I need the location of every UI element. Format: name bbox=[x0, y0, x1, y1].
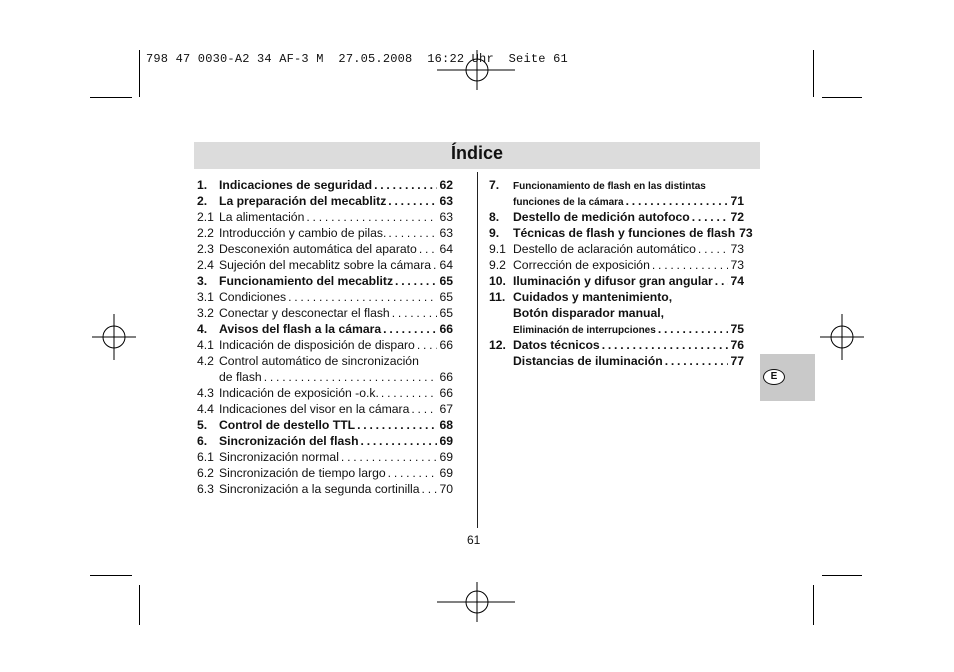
toc-entry-number: 2.3 bbox=[197, 242, 214, 256]
toc-leader-dots bbox=[381, 385, 438, 401]
toc-entry-page: 73 bbox=[739, 226, 753, 240]
toc-entry bbox=[489, 209, 744, 225]
toc-entry bbox=[197, 385, 453, 401]
toc-entry bbox=[197, 193, 453, 209]
toc-left-column bbox=[197, 177, 453, 497]
toc-entry-page: 63 bbox=[439, 194, 453, 208]
toc-entry-title: funciones de la cámara bbox=[513, 197, 624, 208]
toc-entry bbox=[197, 481, 453, 497]
toc-entry-title: Sincronización normal bbox=[219, 450, 339, 464]
toc-leader-dots bbox=[288, 289, 437, 305]
toc-entry-title: Indicación de disposición de disparo bbox=[219, 338, 415, 352]
toc-entry-page: 74 bbox=[730, 274, 744, 288]
toc-entry-page: 65 bbox=[439, 274, 453, 288]
toc-leader-dots bbox=[388, 193, 437, 209]
toc-entry-title: Destello de medición autofoco bbox=[513, 210, 690, 224]
toc-entry-page: 62 bbox=[439, 178, 453, 192]
toc-right-column bbox=[489, 177, 753, 369]
toc-leader-dots bbox=[411, 401, 437, 417]
toc-entry bbox=[489, 273, 744, 289]
toc-entry-number: 9.1 bbox=[489, 242, 506, 256]
toc-entry bbox=[197, 465, 453, 481]
toc-leader-dots bbox=[715, 273, 729, 289]
toc-entry-title: Distancias de iluminación bbox=[513, 354, 663, 368]
toc-entry bbox=[197, 257, 453, 273]
column-divider bbox=[477, 172, 478, 528]
toc-entry-title: Condiciones bbox=[219, 290, 287, 304]
toc-leader-dots bbox=[392, 305, 438, 321]
toc-entry bbox=[197, 337, 453, 353]
toc-entry-title: de flash bbox=[219, 370, 262, 384]
toc-entry-title: Corrección de exposición bbox=[513, 258, 650, 272]
toc-entry-number: 6.3 bbox=[197, 482, 214, 496]
toc-entry-title: Técnicas de flash y funciones de flash bbox=[513, 226, 736, 240]
toc-leader-dots bbox=[658, 321, 729, 337]
toc-entry-number: 4.2 bbox=[197, 354, 214, 368]
toc-entry-title: Indicaciones del visor en la cámara bbox=[219, 402, 410, 416]
toc-entry bbox=[489, 257, 744, 273]
toc-entry-page: 75 bbox=[730, 322, 744, 336]
toc-entry bbox=[197, 401, 453, 417]
toc-entry bbox=[197, 289, 453, 305]
toc-entry-number: 4.4 bbox=[197, 402, 214, 416]
toc-leader-dots bbox=[361, 433, 438, 449]
toc-entry-number: 9. bbox=[489, 226, 500, 240]
toc-entry-page: 65 bbox=[439, 306, 453, 320]
toc-leader-dots bbox=[422, 481, 438, 497]
toc-entry-page: 70 bbox=[439, 482, 453, 496]
toc-leader-dots bbox=[388, 465, 438, 481]
toc-entry-page: 68 bbox=[439, 418, 453, 432]
language-tab-label: E bbox=[763, 369, 785, 385]
toc-entry-page: 66 bbox=[439, 370, 453, 384]
toc-leader-dots bbox=[652, 257, 729, 273]
toc-entry-number: 6.2 bbox=[197, 466, 214, 480]
toc-entry-title: Indicaciones de seguridad bbox=[219, 178, 373, 192]
toc-entry-number: 4.1 bbox=[197, 338, 214, 352]
toc-entry bbox=[489, 193, 744, 209]
toc-entry-title: Avisos del flash a la cámara bbox=[219, 322, 382, 336]
toc-entry bbox=[197, 417, 453, 433]
toc-entry-page: 66 bbox=[439, 322, 453, 336]
toc-entry-page: 71 bbox=[730, 194, 744, 208]
toc-entry-title: La preparación del mecablitz bbox=[219, 194, 387, 208]
toc-leader-dots bbox=[692, 209, 729, 225]
toc-entry bbox=[197, 225, 453, 241]
toc-entry-number: 11. bbox=[489, 290, 506, 304]
toc-entry-title: Desconexión automática del aparato bbox=[219, 242, 417, 256]
toc-entry-number: 2.1 bbox=[197, 210, 214, 224]
toc-entry-number: 3.1 bbox=[197, 290, 214, 304]
toc-entry-page: 77 bbox=[730, 354, 744, 368]
toc-leader-dots bbox=[357, 417, 437, 433]
toc-entry-title: Sincronización a la segunda cortinilla bbox=[219, 482, 420, 496]
toc-entry bbox=[489, 337, 744, 353]
toc-entry-page: 72 bbox=[730, 210, 744, 224]
toc-entry bbox=[197, 273, 453, 289]
toc-leader-dots bbox=[264, 369, 438, 385]
toc-entry-title: Sujeción del mecablitz sobre la cámara bbox=[219, 258, 432, 272]
print-header: 798 47 0030-A2 34 AF-3 M 27.05.2008 16:22 Uhr Seite 61 bbox=[146, 52, 568, 66]
toc-entry-number: 10. bbox=[489, 274, 506, 288]
toc-entry-number: 6.1 bbox=[197, 450, 214, 464]
toc-entry-title: Datos técnicos bbox=[513, 338, 600, 352]
toc-entry-number: 2. bbox=[197, 194, 208, 208]
toc-entry bbox=[197, 369, 453, 385]
toc-entry bbox=[489, 289, 744, 305]
toc-entry-page: 67 bbox=[439, 402, 453, 416]
toc-entry bbox=[489, 225, 753, 241]
toc-entry bbox=[197, 305, 453, 321]
toc-entry-page: 69 bbox=[439, 450, 453, 464]
toc-leader-dots bbox=[602, 337, 729, 353]
page-number: 61 bbox=[467, 533, 481, 547]
toc-entry-title: Funcionamiento del mecablitz bbox=[219, 274, 394, 288]
registration-mark-right bbox=[820, 312, 870, 362]
toc-entry-page: 64 bbox=[439, 258, 453, 272]
toc-entry-number: 6. bbox=[197, 434, 208, 448]
toc-entry-number: 4.3 bbox=[197, 386, 214, 400]
toc-entry-number: 3. bbox=[197, 274, 208, 288]
toc-leader-dots bbox=[341, 449, 438, 465]
toc-entry bbox=[489, 305, 744, 321]
toc-entry-title: La alimentación bbox=[219, 210, 305, 224]
toc-entry-title: Iluminación y difusor gran angular bbox=[513, 274, 713, 288]
toc-entry-number: 7. bbox=[489, 178, 500, 192]
toc-entry-number: 12. bbox=[489, 338, 506, 352]
toc-leader-dots bbox=[383, 321, 437, 337]
toc-leader-dots bbox=[417, 337, 438, 353]
toc-leader-dots bbox=[395, 273, 437, 289]
toc-leader-dots bbox=[433, 257, 437, 273]
registration-mark-bottom bbox=[437, 580, 517, 630]
toc-leader-dots bbox=[665, 353, 729, 369]
toc-entry-page: 73 bbox=[730, 242, 744, 256]
toc-entry-title: Funcionamiento de flash en las distintas bbox=[513, 181, 706, 192]
toc-entry bbox=[197, 321, 453, 337]
toc-entry bbox=[197, 241, 453, 257]
page-title: Índice bbox=[450, 143, 503, 163]
toc-entry-number: 3.2 bbox=[197, 306, 214, 320]
toc-entry bbox=[197, 353, 453, 369]
toc-entry-title: Introducción y cambio de pilas. bbox=[219, 226, 387, 240]
toc-leader-dots bbox=[306, 209, 437, 225]
toc-entry-title: Destello de aclaración automático bbox=[513, 242, 696, 256]
toc-entry bbox=[489, 353, 744, 369]
toc-entry-page: 69 bbox=[439, 434, 453, 448]
toc-leader-dots bbox=[626, 193, 729, 209]
toc-entry bbox=[197, 177, 453, 193]
toc-leader-dots bbox=[388, 225, 437, 241]
toc-entry-title: Botón disparador manual, bbox=[513, 306, 665, 320]
toc-entry-title: Control de destello TTL bbox=[219, 418, 356, 432]
toc-entry bbox=[197, 209, 453, 225]
toc-leader-dots bbox=[374, 177, 437, 193]
registration-mark-left bbox=[92, 312, 142, 362]
toc-entry-title: Cuidados y mantenimiento, bbox=[513, 290, 673, 304]
toc-entry bbox=[489, 177, 744, 193]
toc-entry bbox=[197, 433, 453, 449]
toc-entry-number: 2.4 bbox=[197, 258, 214, 272]
toc-entry bbox=[197, 449, 453, 465]
toc-entry-page: 76 bbox=[730, 338, 744, 352]
toc-entry-page: 69 bbox=[439, 466, 453, 480]
toc-entry-number: 4. bbox=[197, 322, 208, 336]
toc-entry-page: 64 bbox=[439, 242, 453, 256]
toc-entry-number: 9.2 bbox=[489, 258, 506, 272]
toc-entry-title: Sincronización de tiempo largo bbox=[219, 466, 386, 480]
toc-entry bbox=[489, 321, 744, 337]
toc-entry-number: 1. bbox=[197, 178, 208, 192]
toc-entry-title: Indicación de exposición -o.k. bbox=[219, 386, 379, 400]
toc-leader-dots bbox=[698, 241, 729, 257]
toc-entry-title: Sincronización del flash bbox=[219, 434, 359, 448]
toc-entry-page: 65 bbox=[439, 290, 453, 304]
toc-entry-page: 63 bbox=[439, 226, 453, 240]
toc-entry-page: 73 bbox=[730, 258, 744, 272]
toc-entry-page: 66 bbox=[439, 386, 453, 400]
toc-entry-number: 2.2 bbox=[197, 226, 214, 240]
toc-entry-title: Control automático de sincronización bbox=[219, 354, 419, 368]
toc-entry bbox=[489, 241, 744, 257]
toc-entry-number: 8. bbox=[489, 210, 500, 224]
toc-entry-title: Conectar y desconectar el flash bbox=[219, 306, 390, 320]
toc-leader-dots bbox=[419, 241, 438, 257]
toc-entry-page: 63 bbox=[439, 210, 453, 224]
toc-entry-title: Eliminación de interrupciones bbox=[513, 325, 656, 336]
toc-entry-page: 66 bbox=[439, 338, 453, 352]
toc-entry-number: 5. bbox=[197, 418, 208, 432]
